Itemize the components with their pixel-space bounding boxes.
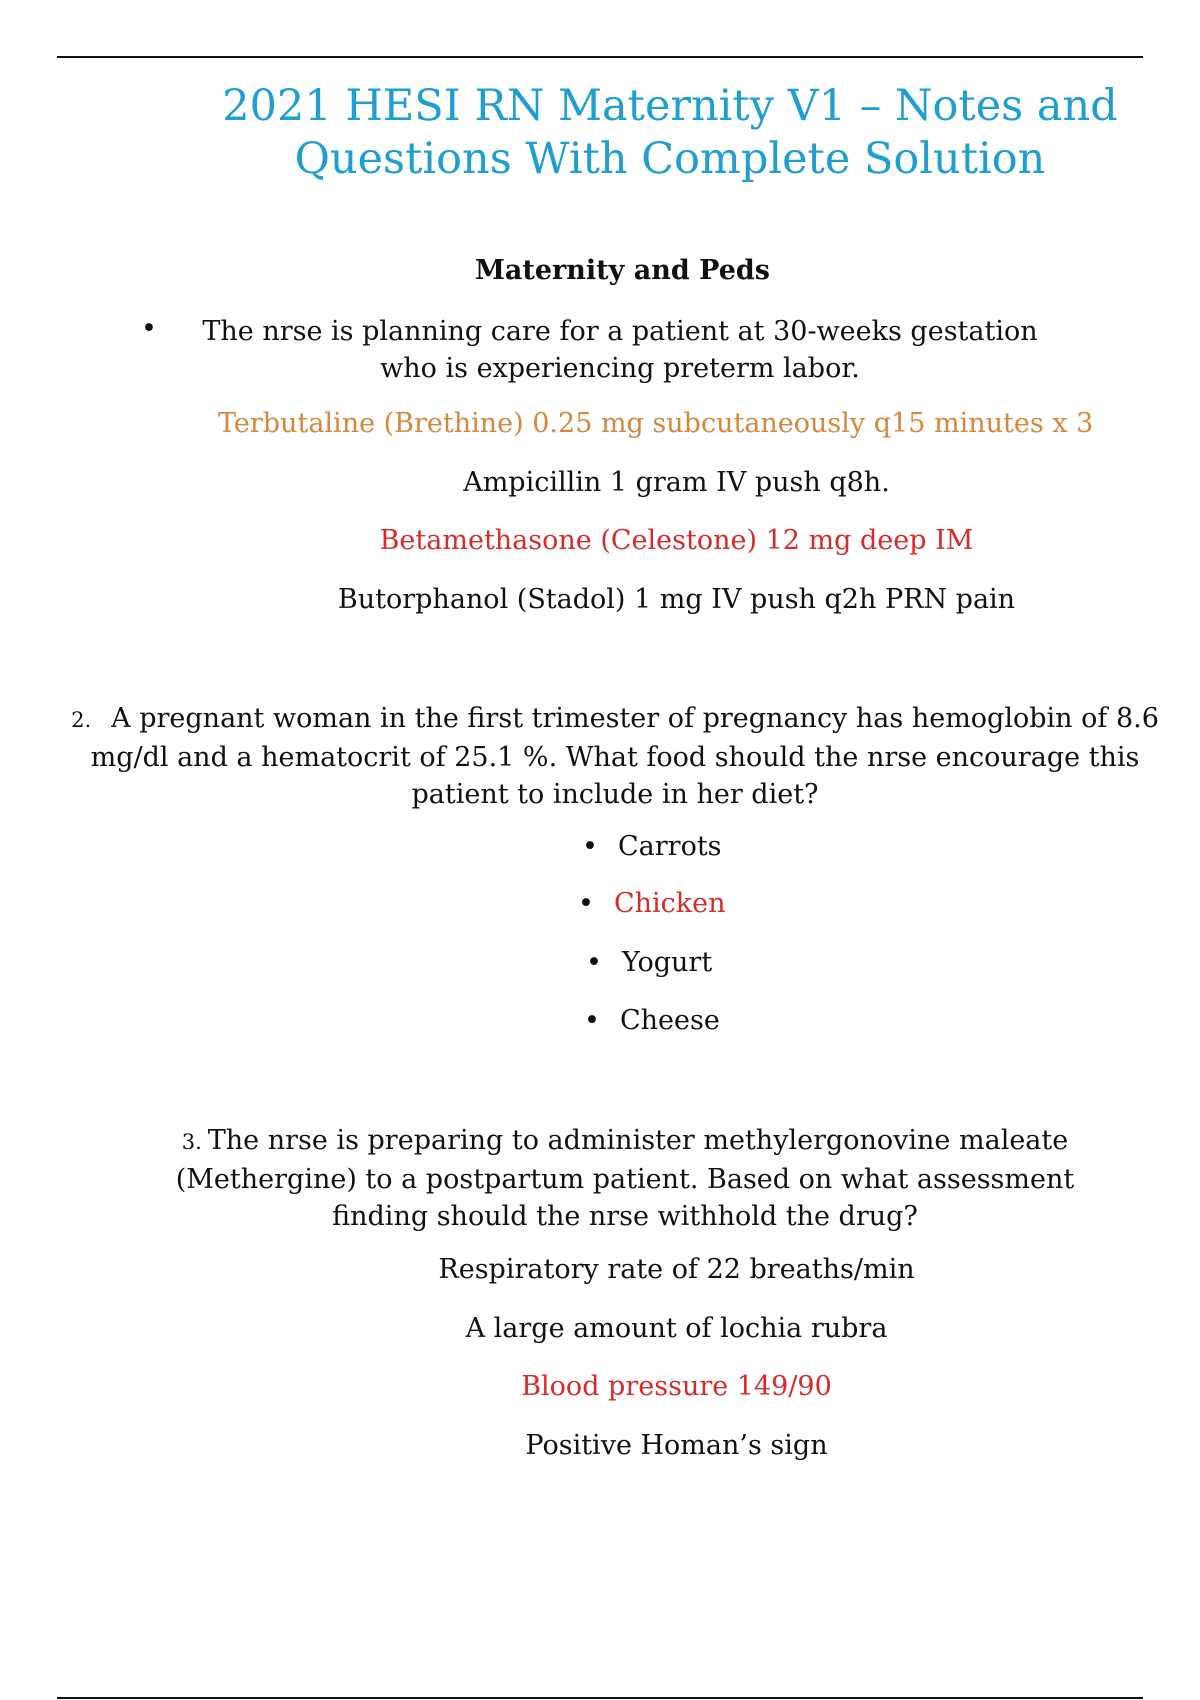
q3-option-1: Respiratory rate of 22 breaths/min xyxy=(438,1254,915,1285)
bullet: • xyxy=(586,947,602,978)
question-2-body: A pregnant woman in the first trimester of pregnancy has hemoglobin of 8.6 mg/dl and a hematocrit of 25.1 %. What food should the nrse encourage this patient to include in her diet? xyxy=(90,703,1159,810)
bullet: • xyxy=(578,888,594,919)
q1-option-2: Ampicillin 1 gram IV push q8h. xyxy=(463,467,890,498)
q1-option-3: Betamethasone (Celestone) 12 mg deep IM xyxy=(379,525,974,556)
q1-option-4: Butorphanol (Stadol) 1 mg IV push q2h PRN pain xyxy=(337,584,1016,615)
q2-option-1: • Carrots xyxy=(582,831,722,862)
section-heading: Maternity and Peds xyxy=(475,255,770,286)
question-2-text xyxy=(65,700,1165,813)
question-number: 3. xyxy=(181,1130,202,1154)
top-rule xyxy=(57,56,1143,58)
q2-option-3: • Yogurt xyxy=(586,947,713,978)
q3-option-3: Blood pressure 149/90 xyxy=(521,1371,832,1402)
q3-option-4: Positive Homan’s sign xyxy=(525,1430,828,1461)
document-title: 2021 HESI RN Maternity V1 – Notes and Questions With Complete Solution xyxy=(222,81,1118,184)
question-3-text xyxy=(125,1122,1125,1235)
q2-option-2: • Chicken xyxy=(578,888,726,919)
question-number: 2. xyxy=(71,708,92,732)
q2-option-4: • Cheese xyxy=(584,1005,720,1036)
bottom-rule xyxy=(57,1697,1143,1699)
q1-option-1: Terbutaline (Brethine) 0.25 mg subcutaneously q15 minutes x 3 xyxy=(218,408,1094,439)
q3-option-2: A large amount of lochia rubra xyxy=(465,1313,888,1344)
bullet: • xyxy=(584,1005,600,1036)
bullet: • xyxy=(141,313,157,344)
question-3-body: The nrse is preparing to administer methylergonovine maleate (Methergine) to a postpartum patient. Based on what assessment finding should the nrse withhold the drug? xyxy=(175,1125,1075,1232)
bullet: • xyxy=(582,831,598,862)
question-1-text: The nrse is planning care for a patient at 30-weeks gestation who is experiencing preterm labor. xyxy=(202,316,1038,384)
